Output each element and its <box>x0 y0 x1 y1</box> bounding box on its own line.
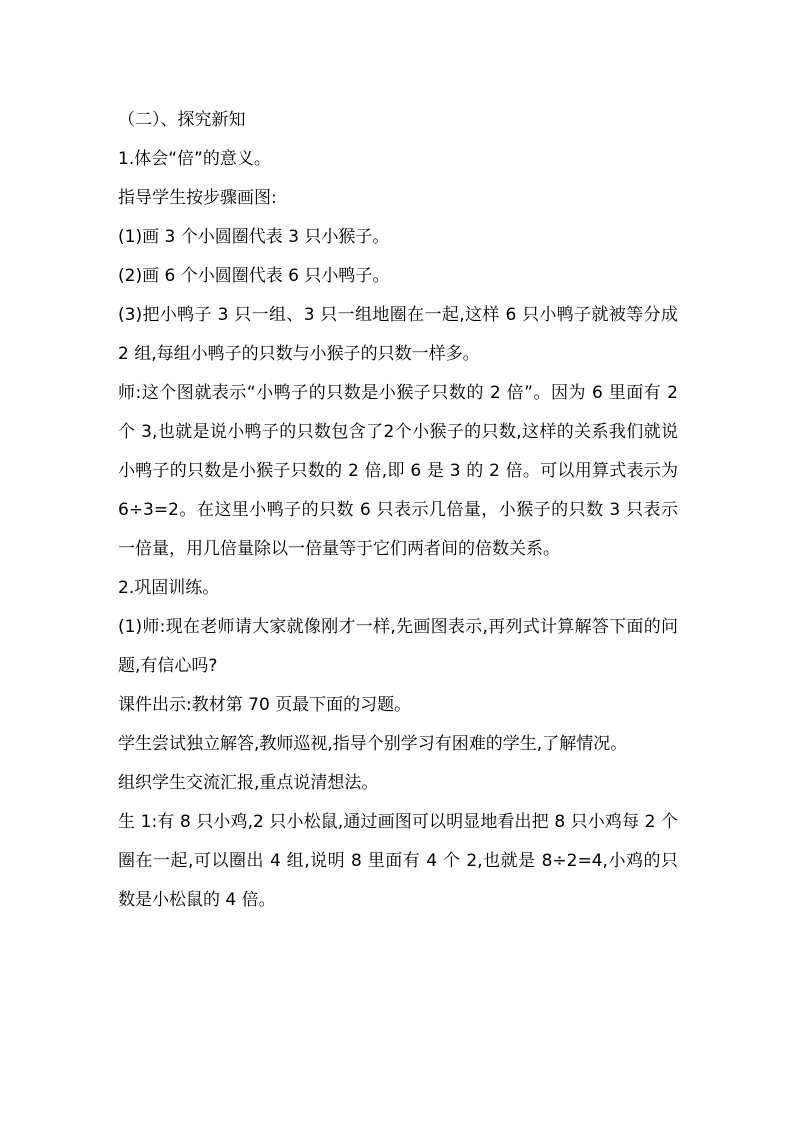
subsection-heading: 1.体会“倍”的意义。 <box>118 149 271 169</box>
section-heading: （二）、探究新知 <box>118 110 246 130</box>
document-body <box>118 101 678 920</box>
subsection-heading: 2.巩固训练。 <box>118 578 220 598</box>
paragraph: 指导学生按步骤画图: <box>118 188 277 208</box>
paragraph: 组织学生交流汇报,重点说清想法。 <box>118 773 379 793</box>
step-item: (2)画 6 个小圆圈代表 6 只小鸭子。 <box>118 266 390 286</box>
paragraph: 生 1:有 8 只小鸡,2 只小松鼠,通过画图可以明显地看出把 8 只小鸡每 2 个圈在一起,可以圈出 4 组,说明 8 里面有 4 个 2,也就是 8÷2=4,小鸡的只数是小松鼠的 4 倍。 <box>118 812 678 910</box>
paragraph: (1)师:现在老师请大家就像刚才一样,先画图表示,再列式计算解答下面的问题,有信心吗? <box>118 617 678 676</box>
paragraph: 课件出示:教材第 70 页最下面的习题。 <box>118 695 412 715</box>
paragraph: 学生尝试独立解答,教师巡视,指导个别学习有困难的学生,了解情况。 <box>118 734 628 754</box>
step-item: (1)画 3 个小圆圈代表 3 只小猴子。 <box>118 227 390 247</box>
step-item: (3)把小鸭子 3 只一组、3 只一组地圈在一起,这样 6 只小鸭子就被等分成 2 组,每组小鸭子的只数与小猴子的只数一样多。 <box>118 305 678 364</box>
paragraph: 师:这个图就表示“小鸭子的只数是小猴子只数的 2 倍”。因为 6 里面有 2 个 3,也就是说小鸭子的只数包含了2个小猴子的只数,这样的关系我们就说小鸭子的只数是小猴子只数的 2 倍,即 6 是 3 的 2 倍。可以用算式表示为 6÷3=2。在这里小鸭子的只数 6 只表示几倍量，小猴子的只数 3 只表示一倍量，用几倍量除以一倍量等于它们两者间的倍数关系。 <box>118 383 678 559</box>
